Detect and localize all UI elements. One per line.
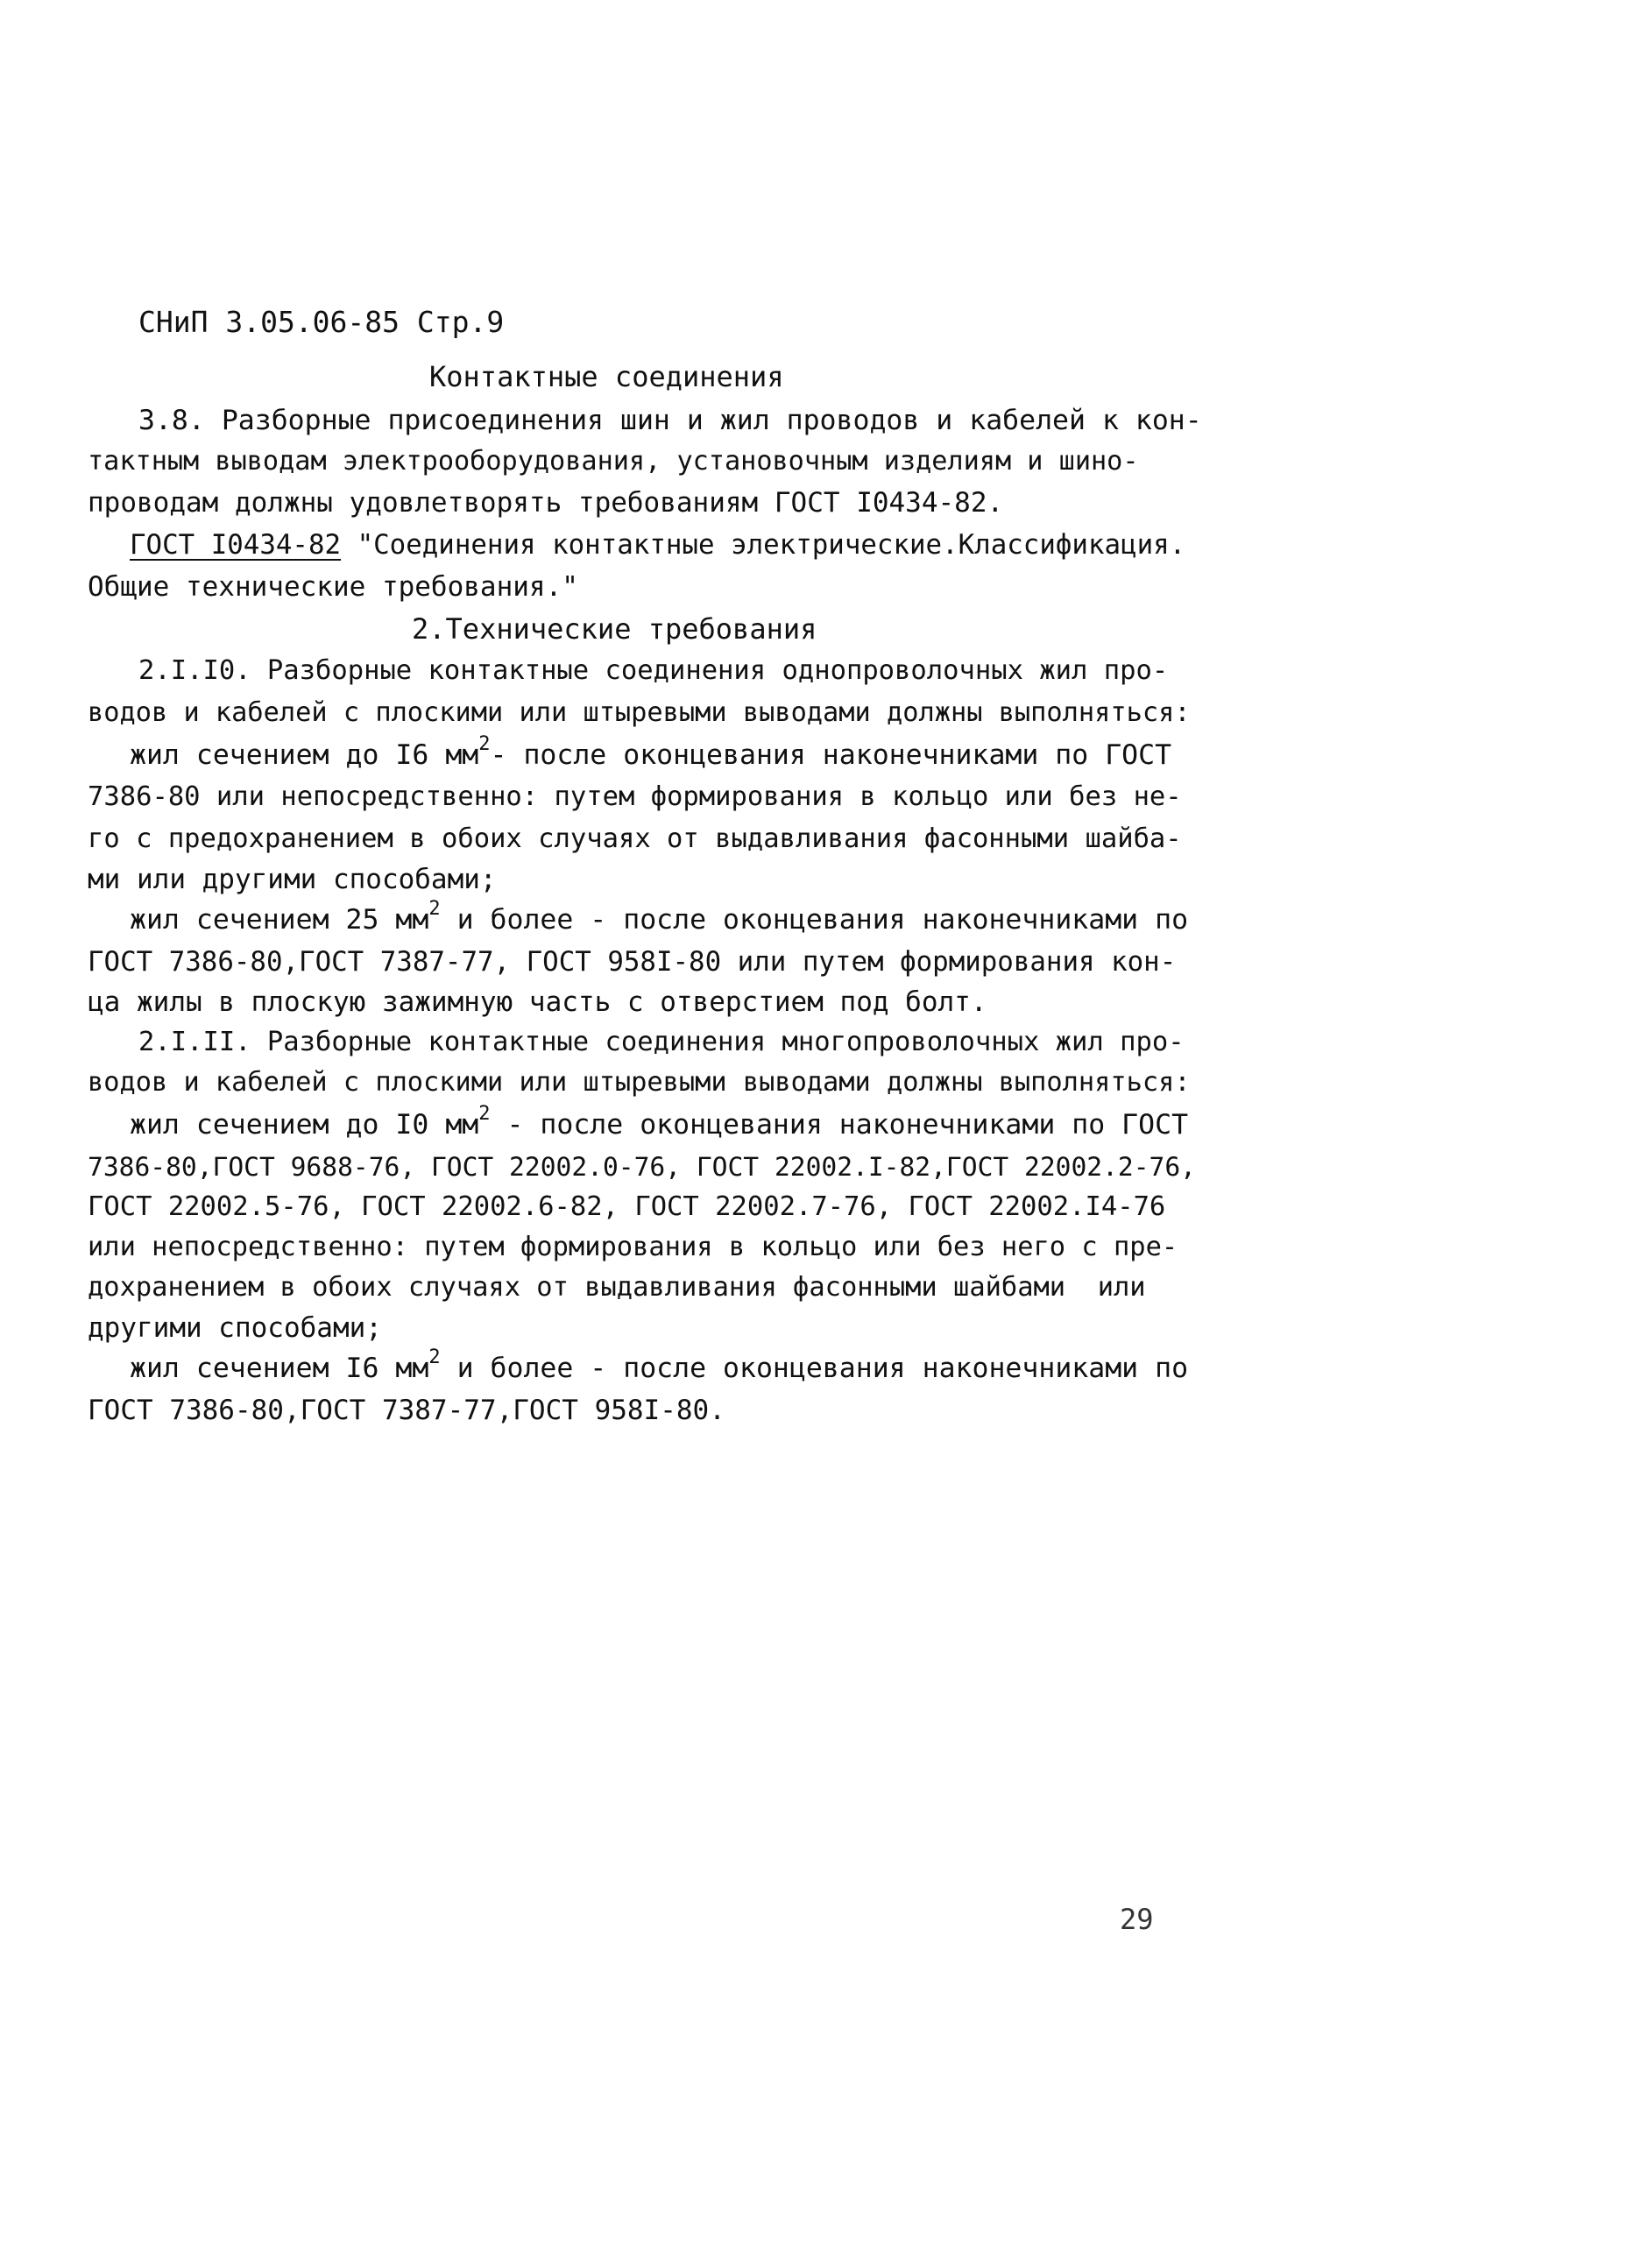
superscript: 2 (478, 1103, 491, 1125)
p2110-line-1: 2.I.I0. Разборные контактные соединения однопроволочных жил про- (138, 655, 1169, 686)
p2110-item1-line-2: 7386-80 или непосредственно: путем формирования в кольцо или без не- (88, 781, 1182, 812)
p38-line-1: 3.8. Разборные присоединения шин и жил проводов и кабелей к кон- (138, 405, 1202, 436)
p2110-item2-line-2: ГОСТ 7386-80,ГОСТ 7387-77, ГОСТ 958I-80 или путем формирования кон- (88, 946, 1177, 978)
section-title: Контактные соединения (429, 360, 784, 393)
p2110-item1-line-1 (130, 733, 1181, 774)
gost-reference-line-1 (130, 526, 1216, 564)
p2110-item1-line-3: го с предохранением в обоих случаях от выдавливания фасонными шайба- (88, 823, 1182, 854)
document-header: СНиП 3.05.06-85 Стр.9 (138, 305, 505, 339)
p2111-item1-line-2: 7386-80,ГОСТ 9688-76, ГОСТ 22002.0-76, ГОСТ 22002.I-82,ГОСТ 22002.2-76, (88, 1152, 1197, 1182)
subsection-title: 2.Технические требования (412, 612, 817, 646)
p2111-item1-line-5: дохранением в обоих случаях от выдавливания фасонными шайбами или (88, 1272, 1146, 1303)
p2111-item1-line-1 (130, 1103, 1189, 1144)
p2111-item1-line-4: или непосредственно: путем формирования в кольцо или без него с пре- (88, 1232, 1178, 1262)
gost-reference-title: "Соединения контактные электрические.Классификация. (341, 529, 1186, 561)
item-rest: - после оконцевания наконечниками по ГОСТ (490, 1109, 1189, 1141)
item-rest: и более - после оконцевания наконечниками по (440, 904, 1189, 936)
page-number: 29 (1120, 1903, 1154, 1936)
item-lead: жил сечением 25 мм (130, 904, 429, 936)
superscript: 2 (478, 733, 491, 755)
item-lead: жил сечением до I0 мм (130, 1109, 479, 1141)
p2111-item1-line-3: ГОСТ 22002.5-76, ГОСТ 22002.6-82, ГОСТ 22002.7-76, ГОСТ 22002.I4-76 (88, 1191, 1166, 1222)
item-rest: и более - после оконцевания наконечниками по (440, 1353, 1189, 1384)
p2110-item2-line-1 (130, 898, 1189, 939)
superscript: 2 (428, 1346, 441, 1368)
gost-reference-code: ГОСТ I0434-82 (130, 529, 342, 561)
p38-line-3: проводам должны удовлетворять требованиям ГОСТ I0434-82. (88, 487, 1004, 519)
item-rest: - после оконцевания наконечниками по ГОСТ (490, 739, 1172, 771)
p2111-line-1: 2.I.II. Разборные контактные соединения многопроволочных жил про- (138, 1027, 1185, 1057)
item-lead: жил сечением до I6 мм (130, 739, 479, 771)
p2111-item2-line-2: ГОСТ 7386-80,ГОСТ 7387-77,ГОСТ 958I-80. (88, 1395, 725, 1426)
p38-line-2: тактным выводам электрооборудования, установочным изделиям и шино- (88, 446, 1139, 477)
p2111-item1-line-6: другими способами; (88, 1312, 382, 1344)
p2110-item1-line-4: ми или другими способами; (88, 864, 497, 895)
p2110-item2-line-3: ца жилы в плоскую зажимную часть с отверстием под болт. (88, 986, 987, 1018)
p2110-line-2: водов и кабелей с плоскими или штыревыми выводами должны выполняться: (88, 697, 1191, 728)
p2111-item2-line-1 (130, 1346, 1189, 1388)
superscript: 2 (428, 898, 441, 920)
gost-reference-line-2: Общие технические требования." (88, 571, 578, 603)
item-lead: жил сечением I6 мм (130, 1353, 429, 1384)
p2111-line-2: водов и кабелей с плоскими или штыревыми выводами должны выполняться: (88, 1067, 1191, 1098)
